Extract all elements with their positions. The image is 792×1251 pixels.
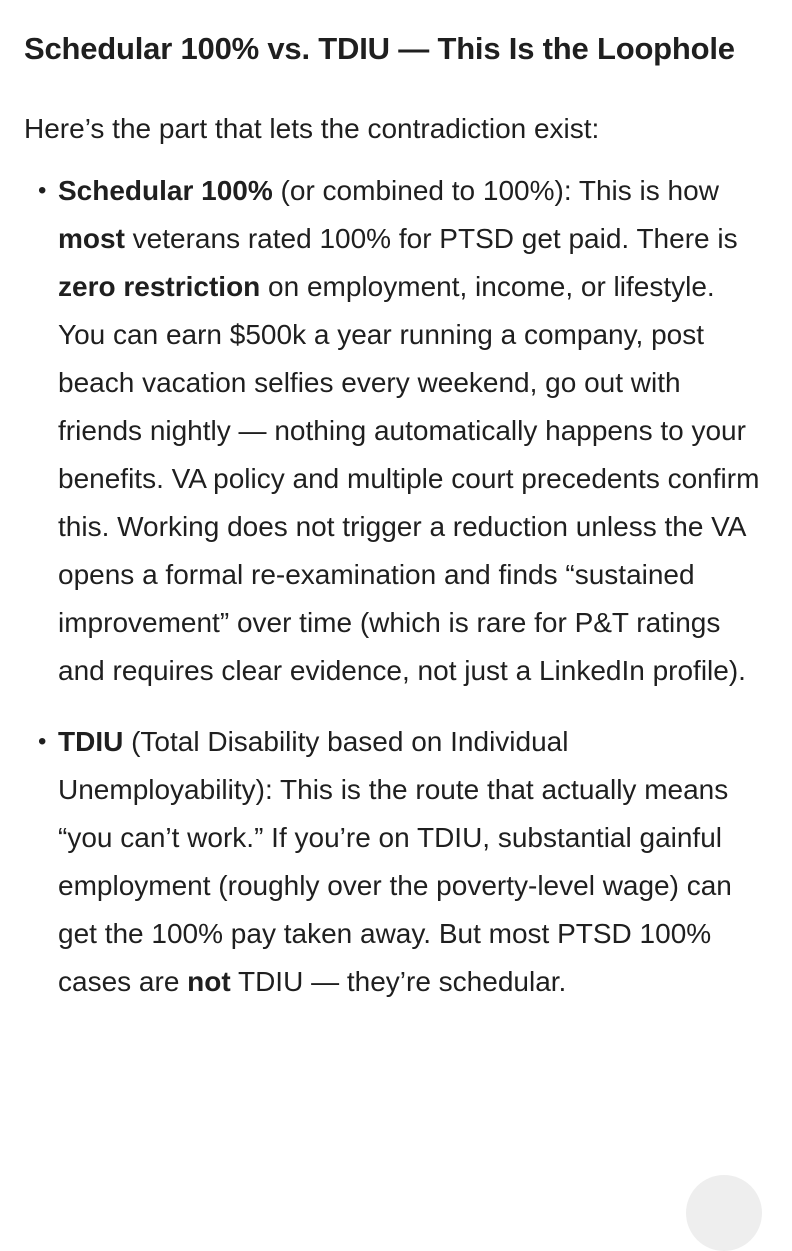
intro-paragraph: Here’s the part that lets the contradiction exist: — [24, 113, 600, 144]
bullet-dot-icon: • — [38, 728, 47, 755]
bullet-term: TDIU — [58, 726, 124, 757]
bullet-text: veterans rated 100% for PTSD get paid. There is — [124, 223, 738, 254]
section-heading: Schedular 100% vs. TDIU — This Is the Loophole — [24, 31, 735, 66]
bullet-dot-icon: • — [38, 177, 47, 204]
bullet-schedular — [24, 167, 769, 695]
article — [24, 22, 769, 1006]
bullet-emphasis: not — [187, 966, 231, 997]
bullet-text: (or combined to 100%): This is how — [272, 175, 719, 206]
scroll-down-button[interactable] — [686, 1175, 762, 1251]
bullet-tdiu — [24, 718, 769, 1006]
bullet-text: on employment, income, or lifestyle. You can earn $500k a year running a company, post beach vacation selfies every weekend, go out with friends nightly — nothing automatically happens to your benefits. VA policy and multiple court precedents confirm this. Working does not trigger a reduction unless the VA opens a formal re-examination and finds “sustained improvement” over time (which is rare for P&T ratings and requires clear evidence, not just a LinkedIn profile). — [58, 271, 760, 686]
bullet-text: TDIU — they’re schedular. — [230, 966, 567, 997]
bullet-list — [24, 167, 769, 1006]
bullet-text: (Total Disability based on Individual Unemployability): This is the route that actually means “you can’t work.” If you’re on TDIU, substantial gainful employment (roughly over the poverty-level wage) can get the 100% pay taken away. But most PTSD 100% cases are — [58, 726, 732, 997]
bullet-term: Schedular 100% — [58, 175, 273, 206]
bullet-emphasis: most — [58, 223, 125, 254]
bullet-emphasis: zero restriction — [58, 271, 261, 302]
